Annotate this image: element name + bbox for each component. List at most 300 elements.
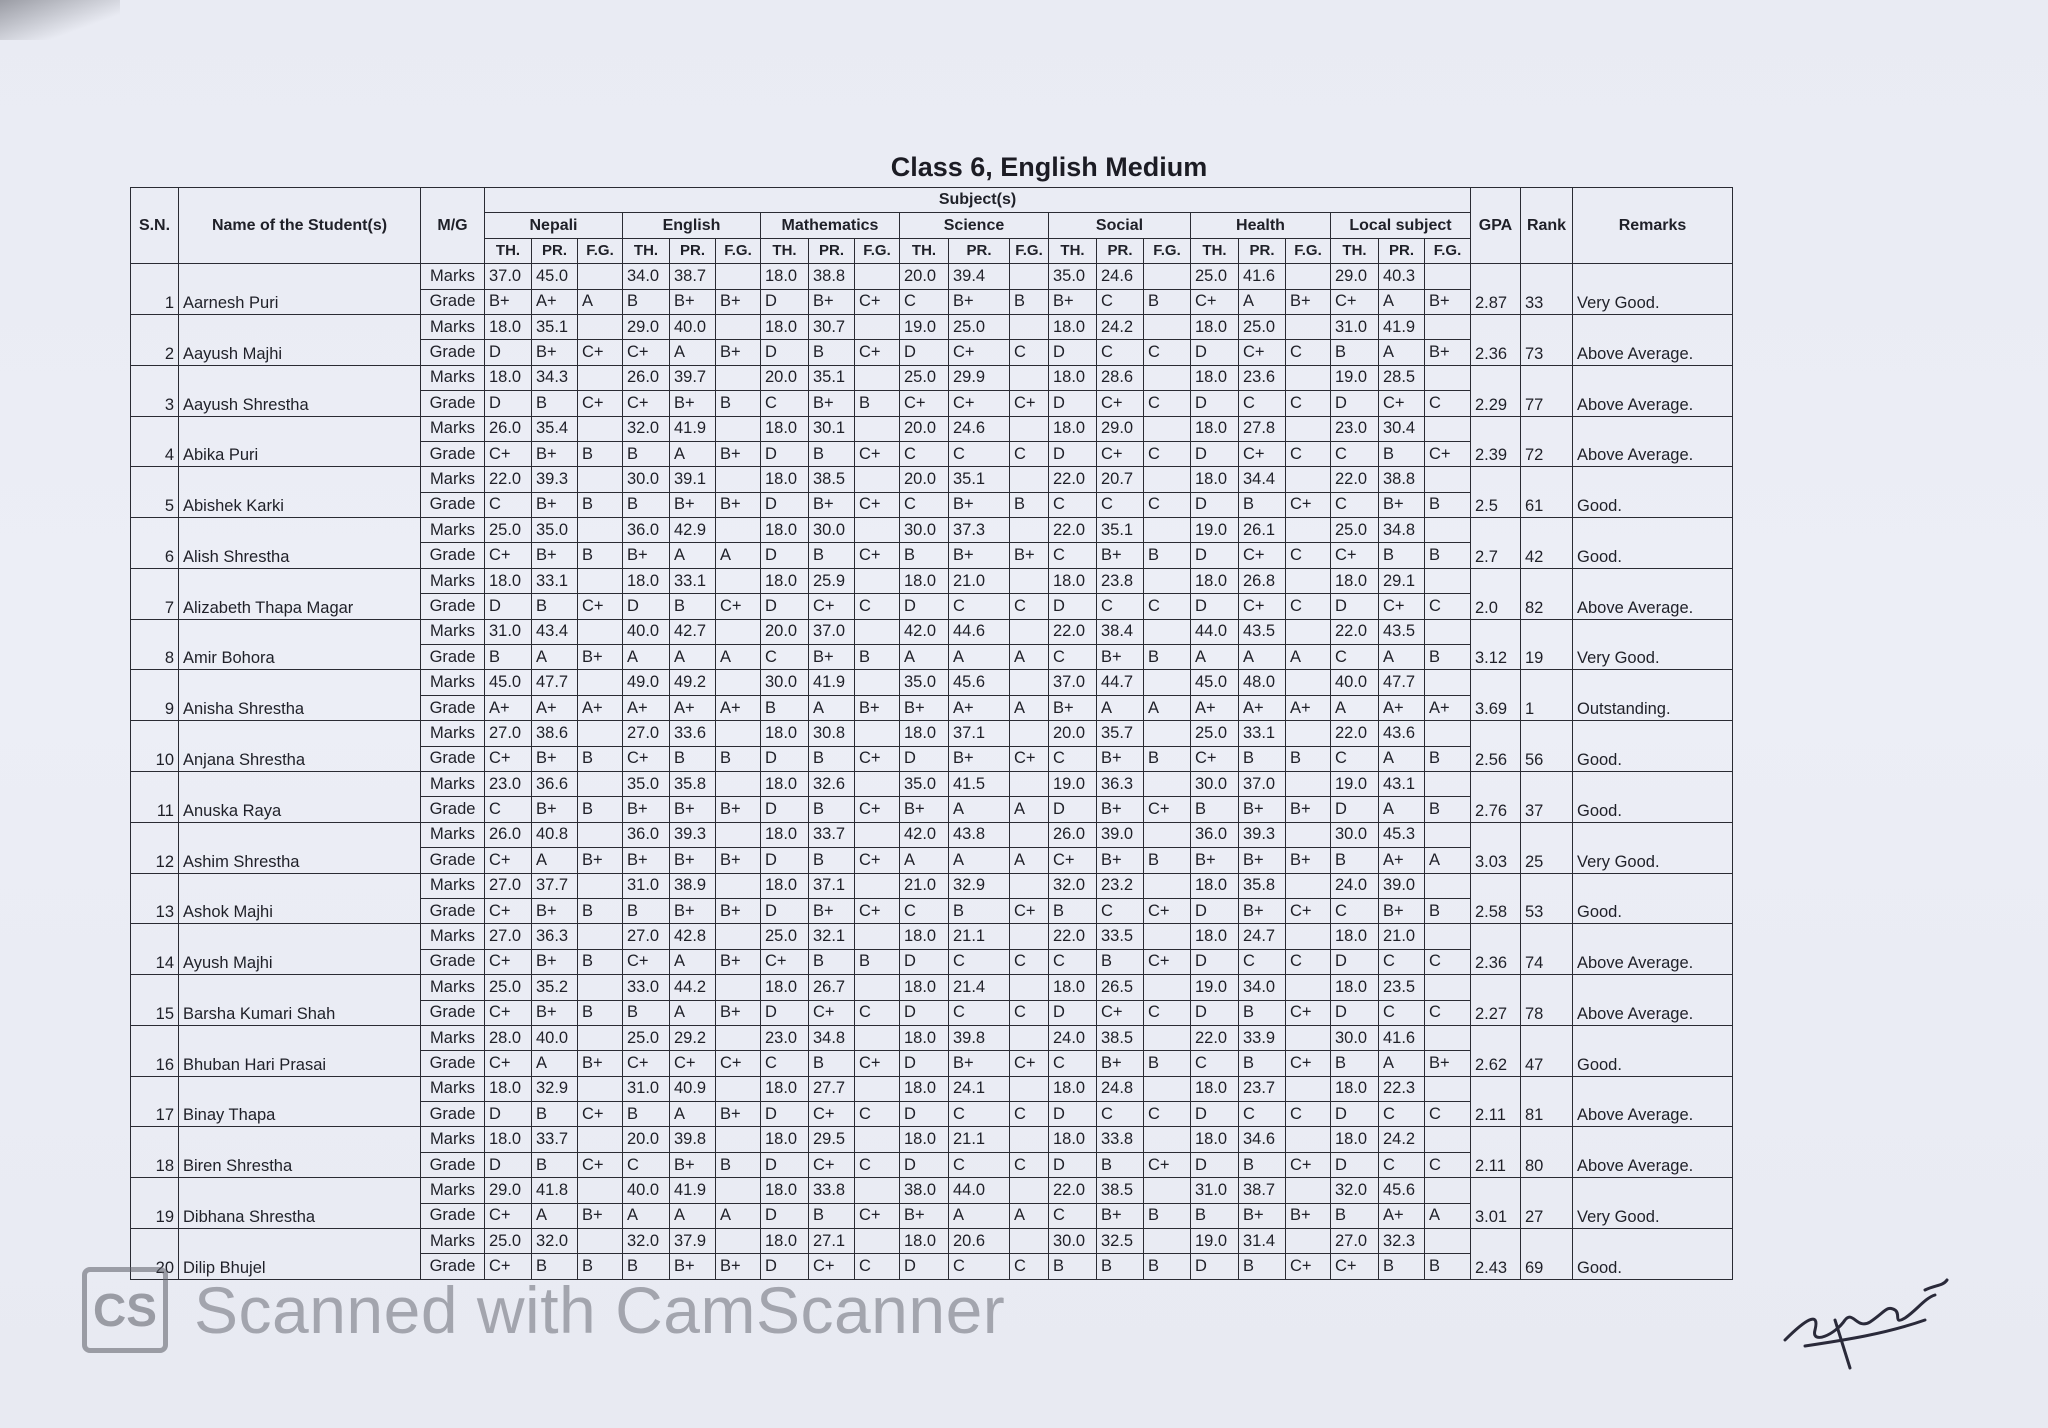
grade-fg: C <box>1144 1102 1191 1127</box>
grade-th: C+ <box>1331 1254 1379 1279</box>
row-label-marks: Marks <box>421 822 485 847</box>
marks-pr: 33.7 <box>532 1127 578 1152</box>
marks-th: 25.0 <box>1191 264 1239 289</box>
marks-fg-empty <box>1286 873 1331 898</box>
marks-th: 18.0 <box>761 873 809 898</box>
marks-pr: 39.3 <box>1239 822 1286 847</box>
grade-fg: B <box>855 645 900 670</box>
grade-pr: B <box>809 949 855 974</box>
marks-fg-empty <box>716 1229 761 1254</box>
marks-fg-empty <box>1286 771 1331 796</box>
marks-th: 18.0 <box>900 1127 949 1152</box>
marks-fg-empty <box>578 518 623 543</box>
marks-pr: 24.2 <box>1379 1127 1425 1152</box>
grade-pr: A <box>670 645 716 670</box>
marks-fg-empty <box>578 721 623 746</box>
grade-pr: C <box>949 1000 1010 1025</box>
student-name: Dilip Bhujel <box>179 1229 421 1280</box>
grade-pr: A <box>1379 1051 1425 1076</box>
grade-fg: C <box>855 1152 900 1177</box>
marks-fg-empty <box>716 975 761 1000</box>
grade-fg: B <box>578 543 623 568</box>
marks-pr: 44.6 <box>949 619 1010 644</box>
marks-fg-empty <box>1425 721 1471 746</box>
rank-value: 81 <box>1521 1076 1573 1127</box>
grade-th: D <box>1191 1102 1239 1127</box>
remarks-value: Outstanding. <box>1573 670 1733 721</box>
marks-th: 18.0 <box>900 1025 949 1050</box>
grade-fg: B <box>1425 898 1471 923</box>
grade-th: B <box>623 1254 670 1279</box>
grade-fg: B+ <box>716 848 761 873</box>
marks-th: 31.0 <box>1331 314 1379 339</box>
grade-pr: A <box>670 1203 716 1228</box>
marks-th: 30.0 <box>1049 1229 1097 1254</box>
row-label-grade: Grade <box>421 340 485 365</box>
marks-fg-empty <box>1425 264 1471 289</box>
grade-th: A <box>623 645 670 670</box>
marks-fg-empty <box>578 822 623 847</box>
remarks-value: Above Average. <box>1573 1076 1733 1127</box>
marks-pr: 23.5 <box>1379 975 1425 1000</box>
marks-fg-empty <box>1425 1076 1471 1101</box>
marks-fg-empty <box>1010 365 1049 390</box>
grade-th: D <box>1331 1102 1379 1127</box>
marks-fg-empty <box>1144 365 1191 390</box>
grade-th: B <box>623 289 670 314</box>
serial-number: 17 <box>131 1076 179 1127</box>
remarks-value: Good. <box>1573 721 1733 772</box>
grade-pr: A <box>949 1203 1010 1228</box>
remarks-value: Good. <box>1573 518 1733 569</box>
marks-th: 31.0 <box>623 873 670 898</box>
marks-fg-empty <box>716 1025 761 1050</box>
grade-th: D <box>761 848 809 873</box>
marks-th: 19.0 <box>1049 771 1097 796</box>
marks-fg-empty <box>1144 619 1191 644</box>
grade-pr: B+ <box>532 543 578 568</box>
marks-th: 18.0 <box>1331 1127 1379 1152</box>
marks-th: 32.0 <box>1331 1178 1379 1203</box>
marks-th: 30.0 <box>1331 822 1379 847</box>
table-row <box>131 619 1733 644</box>
marks-fg-empty <box>1425 1178 1471 1203</box>
marks-pr: 26.1 <box>1239 518 1286 543</box>
grade-pr: C <box>1239 949 1286 974</box>
marks-th: 36.0 <box>623 518 670 543</box>
marks-fg-empty <box>1286 314 1331 339</box>
grade-fg: C <box>1010 1102 1049 1127</box>
grade-fg: C <box>1425 1152 1471 1177</box>
grade-fg: A+ <box>716 695 761 720</box>
grade-fg: C+ <box>578 1152 623 1177</box>
grade-th: B <box>623 1102 670 1127</box>
marks-pr: 33.8 <box>809 1178 855 1203</box>
header-subcol: F.G. <box>1010 238 1049 263</box>
header-subcol: PR. <box>1379 238 1425 263</box>
row-label-grade: Grade <box>421 289 485 314</box>
grade-pr: B+ <box>1097 543 1144 568</box>
grade-pr: A <box>532 1051 578 1076</box>
grade-pr: B+ <box>1097 645 1144 670</box>
grade-pr: B <box>809 1051 855 1076</box>
marks-pr: 27.1 <box>809 1229 855 1254</box>
grade-pr: A+ <box>532 695 578 720</box>
grade-fg: C+ <box>578 391 623 416</box>
grade-th: D <box>761 1152 809 1177</box>
marks-fg-empty <box>1010 314 1049 339</box>
marks-th: 22.0 <box>1331 467 1379 492</box>
grade-th: D <box>900 949 949 974</box>
grade-pr: B+ <box>532 492 578 517</box>
grade-th: C <box>900 289 949 314</box>
marks-fg-empty <box>1286 1076 1331 1101</box>
marks-th: 18.0 <box>761 1229 809 1254</box>
grade-pr: A+ <box>532 289 578 314</box>
marks-pr: 24.7 <box>1239 924 1286 949</box>
grade-fg: B <box>1144 848 1191 873</box>
grade-fg: C+ <box>578 1102 623 1127</box>
grade-th: C <box>761 645 809 670</box>
grade-fg: C <box>855 1254 900 1279</box>
marks-th: 42.0 <box>900 822 949 847</box>
student-name: Amir Bohora <box>179 619 421 670</box>
marks-fg-empty <box>855 264 900 289</box>
header-subcol: TH. <box>1331 238 1379 263</box>
grade-pr: C+ <box>1097 1000 1144 1025</box>
marks-th: 20.0 <box>900 264 949 289</box>
marks-pr: 30.0 <box>809 518 855 543</box>
grade-pr: B <box>809 1203 855 1228</box>
marks-th: 32.0 <box>623 1229 670 1254</box>
rank-value: 78 <box>1521 975 1573 1026</box>
grade-fg: C+ <box>1425 441 1471 466</box>
table-row <box>131 1178 1733 1203</box>
grade-pr: A <box>670 1000 716 1025</box>
marks-pr: 42.9 <box>670 518 716 543</box>
grade-pr: C+ <box>1379 391 1425 416</box>
grade-th: B+ <box>485 289 532 314</box>
grade-th: B+ <box>1049 695 1097 720</box>
marks-pr: 34.4 <box>1239 467 1286 492</box>
student-name: Biren Shrestha <box>179 1127 421 1178</box>
marks-fg-empty <box>716 822 761 847</box>
marks-th: 18.0 <box>761 822 809 847</box>
grade-fg: C+ <box>855 746 900 771</box>
grade-th: D <box>900 340 949 365</box>
marks-th: 45.0 <box>1191 670 1239 695</box>
row-label-grade: Grade <box>421 543 485 568</box>
marks-pr: 37.3 <box>949 518 1010 543</box>
marks-th: 28.0 <box>485 1025 532 1050</box>
grade-pr: A <box>1379 645 1425 670</box>
rank-value: 1 <box>1521 670 1573 721</box>
marks-pr: 39.1 <box>670 467 716 492</box>
marks-th: 22.0 <box>1049 619 1097 644</box>
marks-pr: 33.1 <box>1239 721 1286 746</box>
grade-pr: C <box>1379 1152 1425 1177</box>
row-label-marks: Marks <box>421 771 485 796</box>
marks-th: 22.0 <box>1331 721 1379 746</box>
header-subcol: TH. <box>485 238 532 263</box>
marks-pr: 40.8 <box>532 822 578 847</box>
grade-th: A+ <box>1191 695 1239 720</box>
grade-th: C+ <box>1331 289 1379 314</box>
marks-fg-empty <box>1010 1178 1049 1203</box>
grade-pr: B+ <box>532 340 578 365</box>
rank-value: 80 <box>1521 1127 1573 1178</box>
grade-th: C+ <box>761 949 809 974</box>
table-row <box>131 1025 1733 1050</box>
marks-pr: 39.0 <box>1097 822 1144 847</box>
marks-fg-empty <box>716 1127 761 1152</box>
grade-fg: A <box>578 289 623 314</box>
header-subject: Social <box>1049 213 1191 238</box>
marks-th: 20.0 <box>900 416 949 441</box>
student-name: Ayush Majhi <box>179 924 421 975</box>
grade-pr: C+ <box>1379 594 1425 619</box>
header-subject: Health <box>1191 213 1331 238</box>
grade-fg: C+ <box>578 340 623 365</box>
marks-pr: 30.8 <box>809 721 855 746</box>
grade-pr: C <box>1379 1102 1425 1127</box>
rank-value: 37 <box>1521 771 1573 822</box>
gpa-value: 2.7 <box>1471 518 1521 569</box>
row-label-marks: Marks <box>421 873 485 898</box>
marks-fg-empty <box>716 924 761 949</box>
grade-th: D <box>1191 594 1239 619</box>
marks-fg-empty <box>1425 822 1471 847</box>
grade-fg: A <box>1425 1203 1471 1228</box>
grade-pr: A <box>1239 645 1286 670</box>
marks-fg-empty <box>578 619 623 644</box>
serial-number: 19 <box>131 1178 179 1229</box>
grade-pr: B+ <box>532 949 578 974</box>
marks-th: 20.0 <box>761 619 809 644</box>
table-row <box>131 1127 1733 1152</box>
marks-fg-empty <box>1286 1025 1331 1050</box>
grade-th: B+ <box>623 797 670 822</box>
marks-th: 36.0 <box>623 822 670 847</box>
grade-fg: C+ <box>1010 1051 1049 1076</box>
remarks-value: Good. <box>1573 771 1733 822</box>
grade-fg: A <box>1144 695 1191 720</box>
grade-th: B <box>1049 1254 1097 1279</box>
marks-th: 25.0 <box>485 518 532 543</box>
marks-th: 25.0 <box>900 365 949 390</box>
marks-pr: 35.1 <box>809 365 855 390</box>
marks-fg-empty <box>855 1025 900 1050</box>
header-subcol: F.G. <box>578 238 623 263</box>
grade-fg: A <box>716 543 761 568</box>
marks-th: 44.0 <box>1191 619 1239 644</box>
marks-th: 37.0 <box>485 264 532 289</box>
marks-fg-empty <box>1144 416 1191 441</box>
gpa-value: 3.01 <box>1471 1178 1521 1229</box>
table-row <box>131 568 1733 593</box>
grade-th: C <box>1049 645 1097 670</box>
header-subcol: PR. <box>949 238 1010 263</box>
grade-fg: B <box>1144 543 1191 568</box>
grade-th: D <box>1049 340 1097 365</box>
grade-pr: C+ <box>1097 391 1144 416</box>
marks-pr: 49.2 <box>670 670 716 695</box>
marks-fg-empty <box>855 1229 900 1254</box>
table-row <box>131 416 1733 441</box>
student-name: Bhuban Hari Prasai <box>179 1025 421 1076</box>
marks-pr: 24.8 <box>1097 1076 1144 1101</box>
marks-th: 22.0 <box>1331 619 1379 644</box>
marks-pr: 30.1 <box>809 416 855 441</box>
student-name: Abishek Karki <box>179 467 421 518</box>
marks-fg-empty <box>1010 416 1049 441</box>
grade-pr: C+ <box>809 1102 855 1127</box>
marks-th: 40.0 <box>1331 670 1379 695</box>
header-rank: Rank <box>1521 188 1573 264</box>
grade-th: B <box>1331 1051 1379 1076</box>
grade-pr: B <box>1379 1254 1425 1279</box>
grade-th: D <box>761 898 809 923</box>
marks-fg-empty <box>1425 365 1471 390</box>
marks-th: 18.0 <box>485 365 532 390</box>
grade-th: C+ <box>485 441 532 466</box>
marks-th: 25.0 <box>485 975 532 1000</box>
remarks-value: Very Good. <box>1573 1178 1733 1229</box>
gpa-value: 2.43 <box>1471 1229 1521 1280</box>
grade-fg: A+ <box>578 695 623 720</box>
grade-th: D <box>761 746 809 771</box>
marks-fg-empty <box>1010 975 1049 1000</box>
student-name: Anisha Shrestha <box>179 670 421 721</box>
marks-pr: 39.8 <box>670 1127 716 1152</box>
marks-pr: 40.3 <box>1379 264 1425 289</box>
marks-pr: 35.7 <box>1097 721 1144 746</box>
marks-th: 31.0 <box>485 619 532 644</box>
grade-fg: C <box>1010 1254 1049 1279</box>
grade-th: D <box>1049 1102 1097 1127</box>
marks-fg-empty <box>1144 1076 1191 1101</box>
marks-pr: 38.9 <box>670 873 716 898</box>
marks-pr: 24.6 <box>949 416 1010 441</box>
header-mg: M/G <box>421 188 485 264</box>
marks-fg-empty <box>1425 1127 1471 1152</box>
marks-th: 25.0 <box>1331 518 1379 543</box>
grade-fg: C+ <box>1144 797 1191 822</box>
grade-th: D <box>900 594 949 619</box>
grade-fg: C <box>1286 949 1331 974</box>
marks-pr: 21.4 <box>949 975 1010 1000</box>
grade-fg: A <box>716 645 761 670</box>
grade-pr: B+ <box>809 289 855 314</box>
grade-fg: B+ <box>716 1254 761 1279</box>
marks-fg-empty <box>1010 1127 1049 1152</box>
marks-pr: 41.6 <box>1379 1025 1425 1050</box>
serial-number: 16 <box>131 1025 179 1076</box>
marks-th: 22.0 <box>1191 1025 1239 1050</box>
marks-fg-empty <box>1144 721 1191 746</box>
remarks-value: Good. <box>1573 1229 1733 1280</box>
grade-th: B <box>623 441 670 466</box>
header-gpa: GPA <box>1471 188 1521 264</box>
grade-pr: B+ <box>809 391 855 416</box>
grade-pr: B+ <box>949 289 1010 314</box>
serial-number: 2 <box>131 314 179 365</box>
grade-th: C+ <box>1049 848 1097 873</box>
grade-th: C <box>1331 441 1379 466</box>
student-name: Ashok Majhi <box>179 873 421 924</box>
marks-pr: 33.6 <box>670 721 716 746</box>
marks-th: 18.0 <box>485 1127 532 1152</box>
marks-th: 25.0 <box>1191 721 1239 746</box>
marks-fg-empty <box>1425 771 1471 796</box>
marks-fg-empty <box>716 314 761 339</box>
grade-pr: B+ <box>670 797 716 822</box>
row-label-grade: Grade <box>421 645 485 670</box>
header-subcol: F.G. <box>716 238 761 263</box>
marks-fg-empty <box>855 518 900 543</box>
grade-fg: C <box>1144 340 1191 365</box>
row-label-marks: Marks <box>421 975 485 1000</box>
marks-pr: 37.9 <box>670 1229 716 1254</box>
marks-pr: 22.3 <box>1379 1076 1425 1101</box>
marks-th: 18.0 <box>1191 924 1239 949</box>
marks-fg-empty <box>578 416 623 441</box>
row-label-grade: Grade <box>421 746 485 771</box>
marks-pr: 41.9 <box>670 416 716 441</box>
grade-th: D <box>1049 594 1097 619</box>
marks-fg-empty <box>1425 314 1471 339</box>
grade-fg: B <box>1425 746 1471 771</box>
gpa-value: 2.5 <box>1471 467 1521 518</box>
grade-th: D <box>485 594 532 619</box>
marks-pr: 47.7 <box>532 670 578 695</box>
grade-fg: B <box>578 949 623 974</box>
header-subcol: PR. <box>1097 238 1144 263</box>
grade-fg: C <box>855 594 900 619</box>
marks-th: 35.0 <box>900 670 949 695</box>
grade-fg: C+ <box>1144 898 1191 923</box>
grade-th: C+ <box>485 1000 532 1025</box>
marks-pr: 41.9 <box>1379 314 1425 339</box>
row-label-marks: Marks <box>421 1178 485 1203</box>
marks-th: 22.0 <box>1049 467 1097 492</box>
grade-th: A+ <box>623 695 670 720</box>
marks-th: 31.0 <box>623 1076 670 1101</box>
marks-th: 19.0 <box>1331 771 1379 796</box>
marks-pr: 32.0 <box>532 1229 578 1254</box>
grade-th: D <box>1191 1254 1239 1279</box>
grade-th: D <box>1331 391 1379 416</box>
marks-pr: 37.7 <box>532 873 578 898</box>
grade-fg: B+ <box>855 695 900 720</box>
grade-fg: B <box>716 1152 761 1177</box>
grade-pr: C <box>1379 1000 1425 1025</box>
rank-value: 25 <box>1521 822 1573 873</box>
marks-th: 36.0 <box>1191 822 1239 847</box>
grade-pr: A <box>1379 340 1425 365</box>
row-label-grade: Grade <box>421 848 485 873</box>
grade-pr: B+ <box>1239 898 1286 923</box>
marks-pr: 33.8 <box>1097 1127 1144 1152</box>
marks-th: 24.0 <box>1049 1025 1097 1050</box>
marks-fg-empty <box>716 721 761 746</box>
marks-th: 32.0 <box>623 416 670 441</box>
grade-fg: C+ <box>1286 1051 1331 1076</box>
grade-th: D <box>900 1152 949 1177</box>
remarks-value: Good. <box>1573 1025 1733 1076</box>
header-subcol: TH. <box>900 238 949 263</box>
marks-fg-empty <box>578 1127 623 1152</box>
